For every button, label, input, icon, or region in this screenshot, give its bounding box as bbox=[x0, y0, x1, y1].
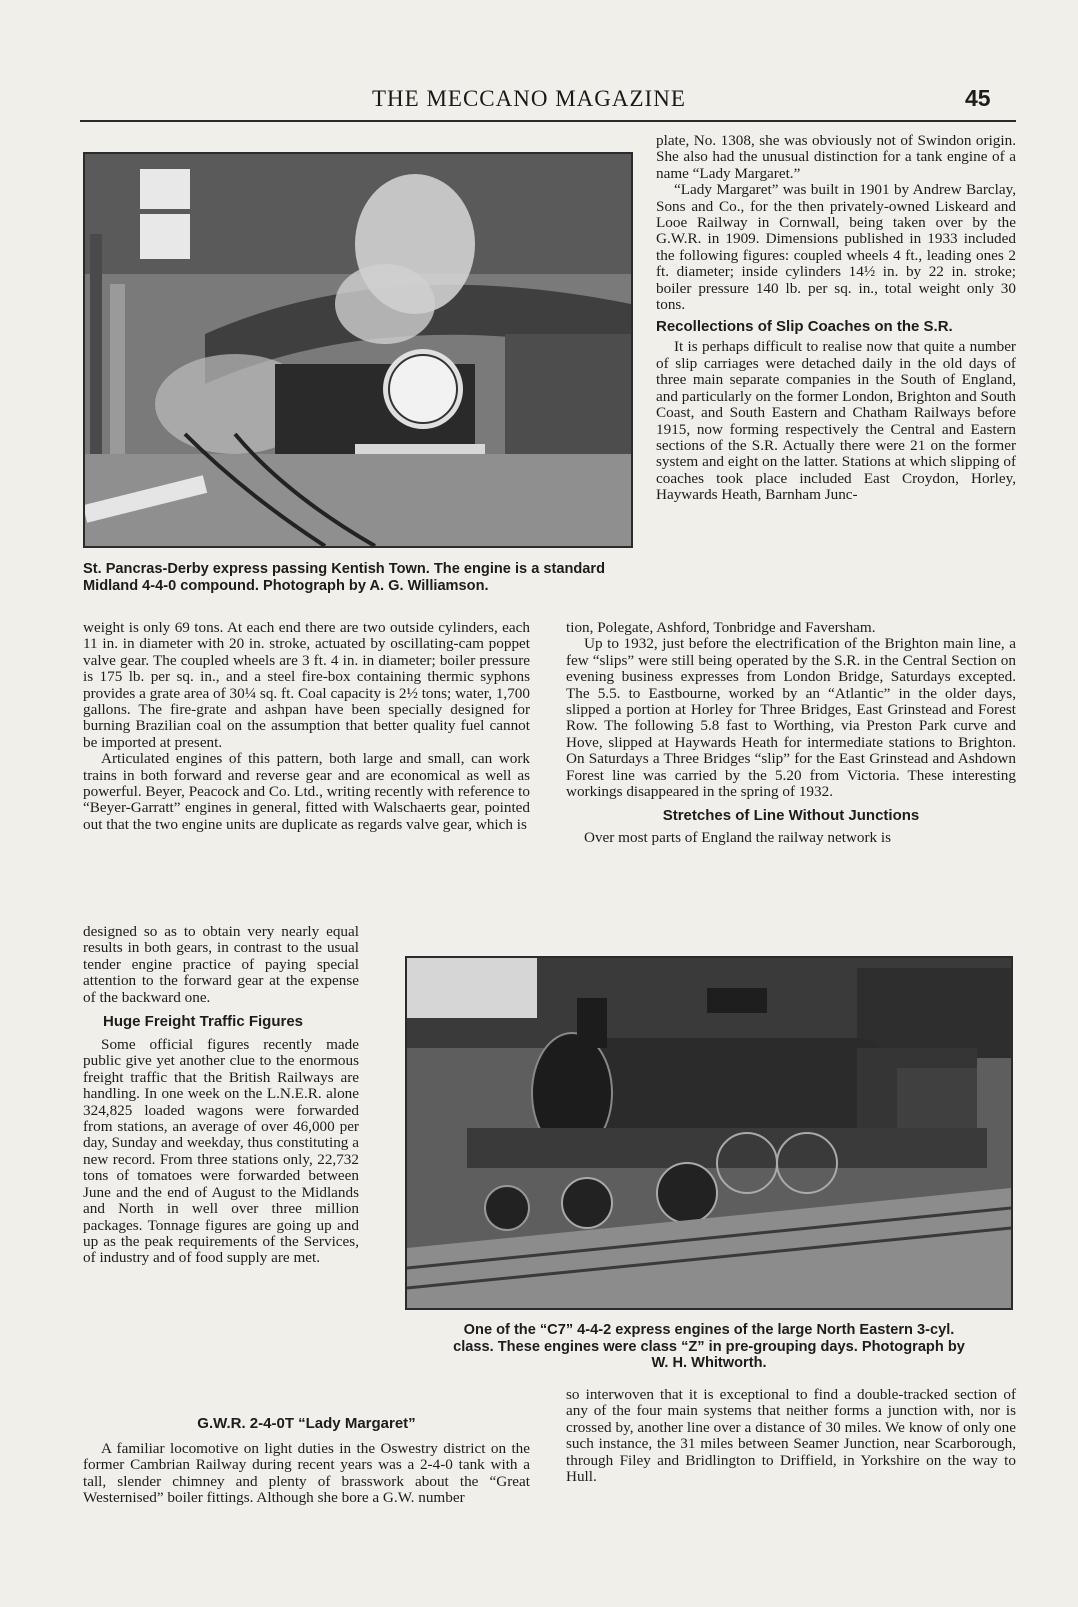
left-column-middle bbox=[83, 620, 530, 833]
paragraph: Over most parts of England the railway network is bbox=[584, 829, 892, 847]
caption-line: W. H. Whitworth. bbox=[651, 1355, 767, 1371]
caption-line: One of the “C7” 4-4-2 express engines of the large North Eastern 3-cyl. bbox=[463, 1322, 955, 1338]
section-heading: Stretches of Line Without Junctions bbox=[662, 807, 920, 825]
section-heading: Huge Freight Traffic Figures bbox=[103, 1013, 304, 1031]
section-heading: Recollections of Slip Coaches on the S.R. bbox=[656, 318, 953, 336]
paragraph: “Lady Margaret” was built in 1901 by Andrew Barclay, Sons and Co., for the then privately-owned Liskeard and Looe Railway in Cornwall, being taken over by the G.W.R. in 1909. Dimensions published in 1933 included the following figures: coupled wheels 4 ft., leading ones 2 ft. diameter; inside cylinders 14½ in. by 22 in. stroke; boiler pressure 140 lb. per sq. in., total weight only 30 tons. bbox=[656, 181, 1016, 314]
locomotive-photo-2 bbox=[407, 958, 1011, 1308]
page-number: 45 bbox=[965, 85, 991, 111]
left-column-bottom bbox=[83, 1415, 530, 1507]
photo1-caption: St. Pancras-Derby express passing Kentish Town. The engine is a standard Midland 4-4-0 compound. Photograph by A. G. Williamson. bbox=[83, 561, 606, 594]
locomotive-photo-1 bbox=[85, 154, 631, 546]
paragraph: weight is only 69 tons. At each end there are two outside cylinders, each 11 in. in diameter with 20 in. stroke, actuated by oscillating-cam poppet valve gear. The coupled wheels are 3 ft. 4 in. in diameter; boiler pressure is 175 lb. per sq. in., and a steel fire-box containing thermic syphons provides a grate area of 30¼ sq. ft. Coal capacity is 2½ tons; water, 1,700 gallons. The fire-grate and ashpan have been specially designed for burning Brazilian coal on the assumption that better quality fuel cannot be imported at present. bbox=[83, 619, 530, 751]
paragraph: A familiar locomotive on light duties in the Oswestry district on the former Cambrian Railway during recent years was a 2-4-0 tank with a tall, slender chimney and plenty of brasswork about the “Great Westernised” boiler fittings. Although she bore a G.W. number bbox=[83, 1440, 530, 1507]
paragraph: designed so as to obtain very nearly equal results in both gears, in contrast to the usual tender engine practice of paying special attention to the forward gear at the expense of the backward one. bbox=[83, 923, 359, 1006]
photo2-caption bbox=[403, 1322, 1015, 1372]
paragraph: so interwoven that it is exceptional to find a double-tracked section of any of the four main systems that neither forms a junction with, nor is crossed by, another line over a distance of 30 miles. We know of only one such instance, the 31 miles between Seamer Junction, near Scarborough, through Filey and Bridlington to Driffield, in Yorkshire on the way to Hull. bbox=[566, 1386, 1016, 1486]
paragraph: Some official figures recently made public give yet another clue to the enormous freight traffic that the British Railways are handling. In one week on the L.N.E.R. alone 324,825 loaded wagons were forwarded from stations, an average of over 46,000 per day, Sunday and weekday, thus constituting a new record. From three stations only, 22,732 tons of tomatoes were forwarded between June and the end of August to the Midlands and North in well over three million packages. Tonnage figures are going up and up as the peak requirements of the Services, of industry and of food supply are met. bbox=[83, 1036, 359, 1267]
magazine-title: THE MECCANO MAGAZINE bbox=[372, 86, 686, 111]
paragraph: It is perhaps difficult to realise now that quite a number of slip carriages were detached daily in the old days of three main separate companies in the South of England, and particularly on the former London, Brighton and South Coast, and South Eastern and Chatham Railways before 1915, now forming respectively the Central and Eastern sections of the S.R. Actually there were 21 on the former system and eight on the latter. Stations at which slipping of coaches took place included East Croydon, Horley, Haywards Heath, Barnham Junc- bbox=[656, 338, 1016, 504]
caption-line: class. These engines were class “Z” in pre-grouping days. Photograph by bbox=[453, 1338, 965, 1355]
paragraph: plate, No. 1308, she was obviously not of Swindon origin. She also had the unusual distinction for a tank engine of a name “Lady Margaret.” bbox=[656, 132, 1016, 182]
photo-c7-atlantic bbox=[405, 956, 1013, 1310]
header-rule bbox=[80, 120, 1016, 122]
right-column-top bbox=[656, 133, 1016, 504]
right-column-bottom bbox=[566, 1387, 1016, 1485]
left-column-narrow bbox=[83, 924, 359, 1267]
paragraph: tion, Polegate, Ashford, Tonbridge and Faversham. bbox=[566, 619, 876, 636]
photo-midland-express bbox=[83, 152, 633, 548]
paragraph: Up to 1932, just before the electrification of the Brighton main line, a few “slips” were still being operated by the S.R. in the Central Section on evening business expresses from London Bridge, Saturdays excepted. The 5.5. to Eastbourne, worked by an “Atlantic” in the older days, slipped a portion at Horley for Three Bridges, East Grinstead and Forest Row. The following 5.8 fast to Worthing, via Preston Park curve and Hove, slipped at Haywards Heath for intermediate stations to Brighton. On Saturdays a Three Bridges “slip” for the East Grinstead and Ashdown Forest line was carried by the 5.20 from Victoria. These interesting workings disappeared in the spring of 1932. bbox=[566, 635, 1016, 801]
paragraph: Articulated engines of this pattern, both large and small, can work trains in both forward and reverse gear and are economical as well as powerful. Beyer, Peacock and Co. Ltd., writing recently with reference to “Beyer-Garratt” engines in general, fitted with Walschaerts gear, pointed out that the two engine units are duplicate as regards valve gear, which is bbox=[83, 750, 530, 833]
section-heading: G.W.R. 2-4-0T “Lady Margaret” bbox=[197, 1415, 416, 1432]
right-column-middle bbox=[566, 620, 1016, 847]
